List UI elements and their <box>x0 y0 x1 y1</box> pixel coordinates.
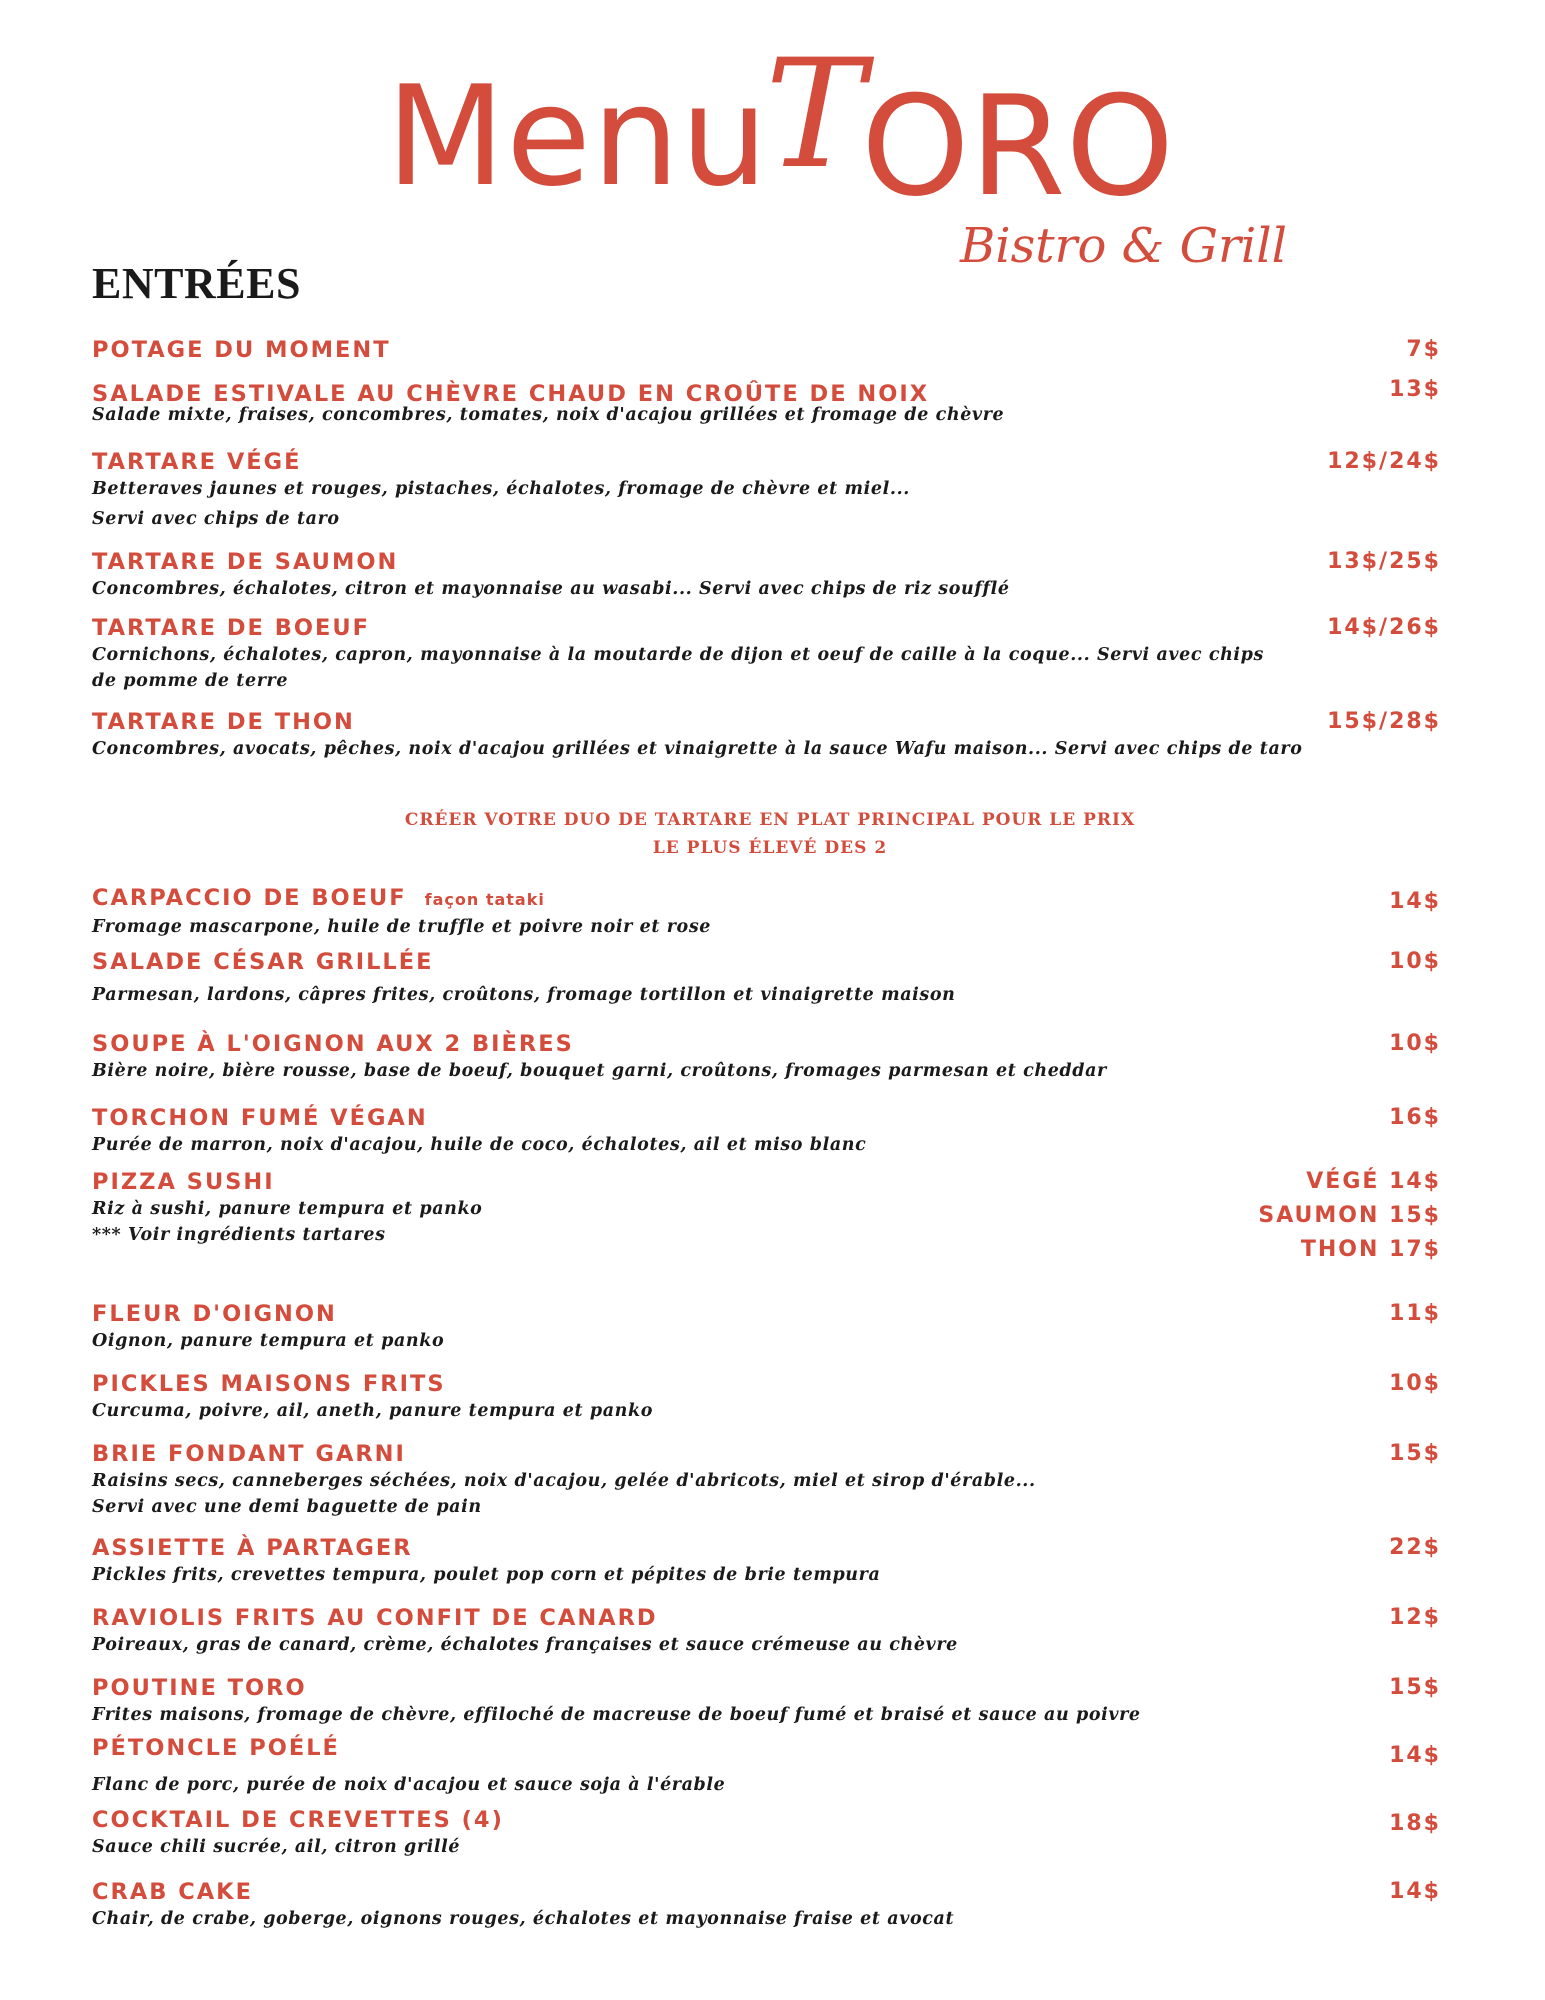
item-price: 11$ <box>1389 1301 1441 1326</box>
item-price: 13$/25$ <box>1327 549 1441 574</box>
menu-item <box>92 1104 1442 1158</box>
item-price: 16$ <box>1389 1105 1441 1130</box>
item-price: 12$ <box>1389 1605 1441 1630</box>
item-description: Concombres, échalotes, citron et mayonnaise au wasabi... Servi avec chips de riz soufflé <box>92 579 1010 599</box>
item-description: Sauce chili sucrée, ail, citron grillé <box>92 1837 461 1857</box>
menu-item <box>92 1440 1442 1520</box>
section-title: ENTRÉES <box>92 259 301 308</box>
title-brand-initial: T <box>765 28 866 202</box>
item-name: RAVIOLIS FRITS AU CONFIT DE CANARD <box>92 1605 658 1631</box>
menu-item <box>92 448 1442 532</box>
menu-item <box>92 1806 1442 1860</box>
item-name: SOUPE À L'OIGNON AUX 2 BIÈRES <box>92 1031 574 1057</box>
item-name: TARTARE VÉGÉ <box>92 449 302 475</box>
menu-item <box>92 1604 1442 1658</box>
item-name: TARTARE DE THON <box>92 709 355 735</box>
item-description-line2: *** Voir ingrédients tartares <box>92 1225 386 1245</box>
item-description: Oignon, panure tempura et panko <box>92 1331 445 1351</box>
title-menu-word: Menu <box>386 56 769 217</box>
item-name: BRIE FONDANT GARNI <box>92 1441 406 1467</box>
item-price: 7$ <box>1406 337 1441 362</box>
title-brand-rest: ORO <box>861 66 1175 227</box>
subtitle: Bistro & Grill <box>960 218 1287 274</box>
item-price: 14$ <box>1389 1743 1441 1768</box>
item-description: Salade mixte, fraises, concombres, tomates, noix d'acajou grillées et fromage de chèvre <box>92 405 1005 425</box>
item-description-line2: Servi avec une demi baguette de pain <box>92 1497 482 1517</box>
item-name: PICKLES MAISONS FRITS <box>92 1371 446 1397</box>
note-line-1: CRÉER VOTRE DUO DE TARTARE EN PLAT PRINCIPAL POUR LE PRIX <box>404 810 1136 830</box>
duo-tartare-note <box>280 806 1260 862</box>
item-description: Concombres, avocats, pêches, noix d'acajou grillées et vinaigrette à la sauce Wafu maison... Servi avec chips de taro <box>92 739 1303 759</box>
item-price: 10$ <box>1389 1371 1441 1396</box>
item-description: Flanc de porc, purée de noix d'acajou et sauce soja à l'érable <box>92 1775 726 1795</box>
menu-item <box>92 1300 1442 1354</box>
item-variant: façon tataki <box>424 890 545 909</box>
item-price: 15$/28$ <box>1327 709 1441 734</box>
menu-item <box>92 948 1442 1008</box>
item-description: Parmesan, lardons, câpres frites, croûtons, fromage tortillon et vinaigrette maison <box>92 985 956 1005</box>
menu-item <box>92 884 1442 940</box>
menu-item <box>92 1734 1442 1798</box>
item-price-thon: THON 17$ <box>1300 1237 1441 1262</box>
item-description: Betteraves jaunes et rouges, pistaches, échalotes, fromage de chèvre et miel... <box>92 479 910 499</box>
item-description: Curcuma, poivre, ail, aneth, panure tempura et panko <box>92 1401 653 1421</box>
item-name: COCKTAIL DE CREVETTES (4) <box>92 1807 504 1833</box>
item-price: 14$ <box>1389 889 1441 914</box>
item-name: SALADE ESTIVALE AU CHÈVRE CHAUD EN CROÛTE DE NOIX <box>92 381 930 407</box>
item-price: 15$ <box>1389 1441 1441 1466</box>
item-description: Bière noire, bière rousse, base de boeuf, bouquet garni, croûtons, fromages parmesan et cheddar <box>92 1061 1107 1081</box>
item-price-vege: VÉGÉ 14$ <box>1306 1169 1441 1194</box>
menu-item <box>92 1534 1442 1588</box>
menu-item <box>92 708 1442 762</box>
item-name-text: CARPACCIO DE BOEUF <box>92 885 407 911</box>
item-name: CRAB CAKE <box>92 1879 253 1905</box>
item-name: POUTINE TORO <box>92 1675 307 1701</box>
item-name: FLEUR D'OIGNON <box>92 1301 337 1327</box>
item-price: 10$ <box>1389 1031 1441 1056</box>
menu-item <box>92 336 1442 364</box>
item-description: Purée de marron, noix d'acajou, huile de coco, échalotes, ail et miso blanc <box>92 1135 867 1155</box>
item-description: Chair, de crabe, goberge, oignons rouges, échalotes et mayonnaise fraise et avocat <box>92 1909 955 1929</box>
item-description: Cornichons, échalotes, capron, mayonnaise à la moutarde de dijon et oeuf de caille à la coque... Servi avec chips de pomme de terre <box>92 645 1264 691</box>
menu-item <box>92 614 1442 694</box>
item-price: 22$ <box>1389 1535 1441 1560</box>
item-description: Fromage mascarpone, huile de truffle et poivre noir et rose <box>92 917 712 937</box>
item-price-saumon: SAUMON 15$ <box>1258 1203 1441 1228</box>
menu-item <box>92 548 1442 602</box>
item-name: PÉTONCLE POÉLÉ <box>92 1735 340 1761</box>
item-name: TARTARE DE SAUMON <box>92 549 399 575</box>
item-price: 13$ <box>1389 377 1441 402</box>
item-price: 14$/26$ <box>1327 615 1441 640</box>
item-description: Frites maisons, fromage de chèvre, effiloché de macreuse de boeuf fumé et braisé et sauce au poivre <box>92 1705 1141 1725</box>
item-price: 15$ <box>1389 1675 1441 1700</box>
menu-item <box>92 1168 1442 1248</box>
item-description: Riz à sushi, panure tempura et panko <box>92 1199 483 1219</box>
item-name: TORCHON FUMÉ VÉGAN <box>92 1105 428 1131</box>
item-description: Poireaux, gras de canard, crème, échalotes françaises et sauce crémeuse au chèvre <box>92 1635 958 1655</box>
menu-item <box>92 1878 1442 1932</box>
item-price: 12$/24$ <box>1327 449 1441 474</box>
note-line-2: LE PLUS ÉLEVÉ DES 2 <box>652 838 888 858</box>
item-description-line2: Servi avec chips de taro <box>92 509 340 529</box>
item-name: SALADE CÉSAR GRILLÉE <box>92 949 434 975</box>
item-description: Pickles frits, crevettes tempura, poulet pop corn et pépites de brie tempura <box>92 1565 881 1585</box>
menu-item <box>92 1030 1442 1084</box>
item-name: PIZZA SUSHI <box>92 1169 275 1195</box>
menu-item <box>92 380 1442 428</box>
menu-item <box>92 1674 1442 1728</box>
item-description: Raisins secs, canneberges séchées, noix d'acajou, gelée d'abricots, miel et sirop d'érable... <box>92 1471 1036 1491</box>
item-name <box>92 884 1442 914</box>
item-name: POTAGE DU MOMENT <box>92 337 391 363</box>
item-price: 10$ <box>1389 949 1441 974</box>
item-name: ASSIETTE À PARTAGER <box>92 1535 413 1561</box>
title-brand <box>765 28 1175 227</box>
item-name: TARTARE DE BOEUF <box>92 615 371 641</box>
menu-item <box>92 1370 1442 1424</box>
item-price: 14$ <box>1389 1879 1441 1904</box>
item-price: 18$ <box>1389 1811 1441 1836</box>
